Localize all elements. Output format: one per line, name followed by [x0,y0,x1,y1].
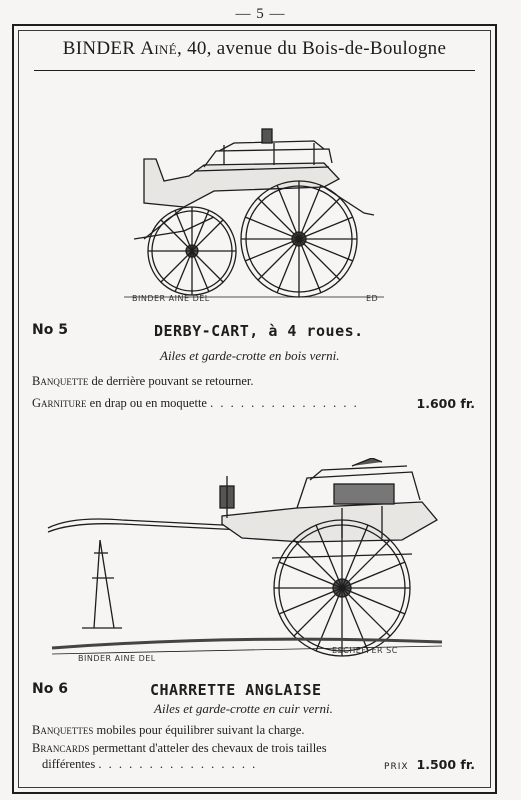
term: Banquettes [32,723,94,737]
maker-address: 40, avenue du Bois-de-Boulogne [187,38,447,59]
description: mobiles pour équilibrer suivant la charge. [96,723,305,737]
maker-suffix: Ainé, [140,38,183,59]
illustration-signature-right: ESCHEFFER SC [332,646,398,655]
dot-leader: . . . . . . . . . . . . . . . [210,396,359,410]
illustration-signature-left: BINDER AINE DEL [132,294,210,303]
charrette-illustration [42,458,462,658]
description: différentes [42,757,96,771]
header-rule [34,70,475,71]
item-subtitle: Ailes et garde-crotte en bois verni. [160,348,340,363]
item-description-line [32,741,327,756]
derby-cart-illustration [124,121,384,301]
dot-leader: . . . . . . . . . . . . . . . . [98,757,258,771]
illustration-signature-right: ED [366,294,379,303]
description: de derrière pouvant se retourner. [91,374,254,388]
term: Garniture [32,396,87,410]
catalog-header [14,38,495,60]
catalog-frame [12,24,497,794]
item-description-line [32,396,359,411]
description: en drap ou en moquette [89,396,207,410]
item-description-line [42,757,257,772]
item-subtitle: Ailes et garde-crotte en cuir verni. [154,701,333,716]
item-title: CHARRETTE ANGLAISE [150,681,322,699]
item-price [384,757,475,772]
price-value: 1.500 fr. [416,757,475,772]
item-description-line [32,723,305,738]
item-price: 1.600 fr. [416,396,475,411]
page-number: — 5 — [235,6,286,22]
item-number: No 6 [32,681,68,697]
illustration-signature-left: BINDER AINE DEL [78,654,156,663]
term: Brancards [32,741,90,755]
price-label: PRIX [384,762,409,772]
maker-name: BINDER [62,38,136,59]
item-description-line [32,374,254,389]
description: permettant d'atteler des chevaux de trois tailles [92,741,327,755]
term: Banquette [32,374,89,388]
item-title: DERBY-CART, à 4 roues. [154,322,364,340]
item-number: No 5 [32,322,68,338]
